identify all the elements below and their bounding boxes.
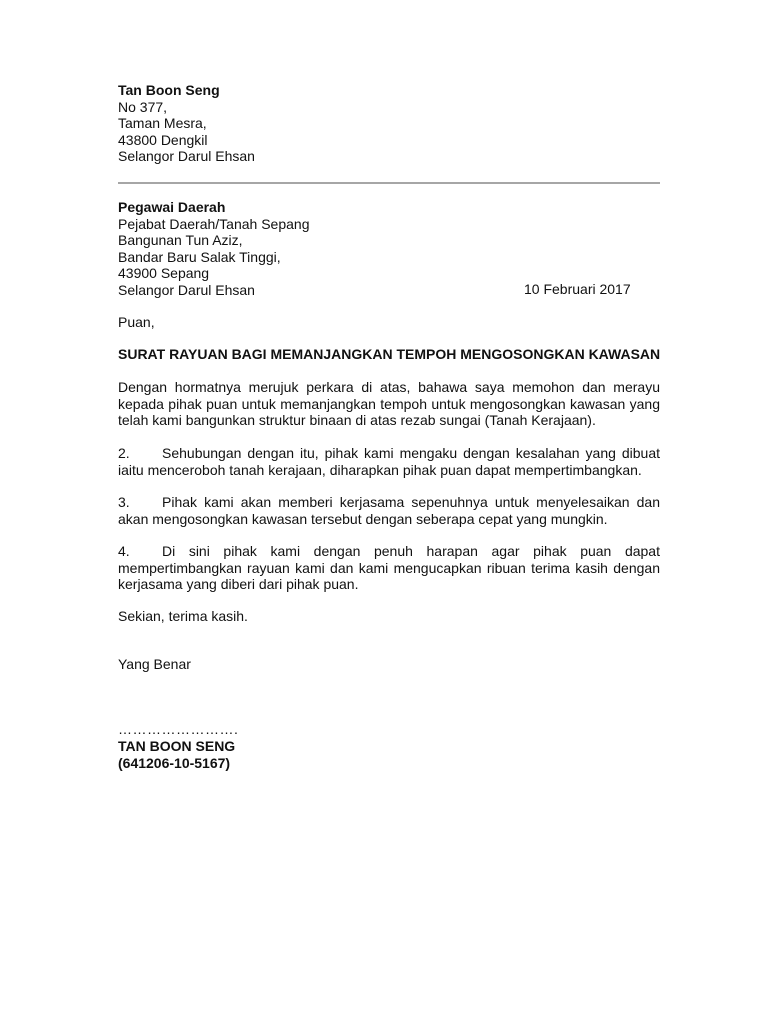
recipient-address-line: Selangor Darul Ehsan: [118, 281, 255, 298]
paragraph-3: [118, 494, 660, 527]
salutation: [118, 314, 660, 331]
signatory-id: (641206-10-5167): [118, 754, 231, 771]
paragraph-number: 2.: [118, 445, 130, 461]
paragraph-4: [118, 543, 660, 593]
signature-block: [118, 738, 660, 771]
paragraph-number: 3.: [118, 494, 130, 510]
sender-address-line: Selangor Darul Ehsan: [118, 148, 255, 164]
sender-block: [118, 82, 660, 165]
subject-block: [118, 346, 660, 363]
subject-heading: SURAT RAYUAN BAGI MEMANJANGKAN TEMPOH MENGOSONGKAN KAWASAN: [118, 346, 661, 362]
letter-date: 10 Februari 2017: [524, 281, 631, 297]
recipient-title: Pegawai Daerah: [118, 199, 226, 215]
closing-block: [118, 608, 660, 625]
signature-line: …………………….: [118, 721, 239, 737]
paragraph-text: Di sini pihak kami dengan penuh harapan agar pihak puan dapat mempertimbangkan rayuan kami dan kami mengucapkan ribuan terima kasih dengan kerjasama yang diberi dari pihak puan.: [118, 543, 660, 592]
paragraph-text: Pihak kami akan memberi kerjasama sepenuhnya untuk menyelesaikan dan akan mengosongkan kawasan tersebut dengan seberapa cepat yang mungkin.: [118, 494, 660, 527]
paragraph-1: [118, 379, 660, 429]
sender-address-line: No 377,: [118, 98, 168, 115]
paragraph-number: 4.: [118, 543, 130, 559]
closing-text: Sekian, terima kasih.: [118, 608, 248, 624]
paragraph-text: Sehubungan dengan itu, pihak kami mengaku dengan kesalahan yang dibuat iaitu menceroboh tanah kerajaan, diharapkan pihak puan dapat mempertimbangkan.: [118, 445, 660, 478]
recipient-address-line: Bangunan Tun Aziz,: [118, 232, 243, 248]
valediction-text: Yang Benar: [118, 656, 191, 672]
sender-name: Tan Boon Seng: [118, 82, 220, 98]
recipient-address-line: Bandar Baru Salak Tinggi,: [118, 248, 281, 265]
signature-line-block: [118, 721, 660, 738]
sender-address-line: 43800 Dengkil: [118, 131, 208, 148]
paragraph-2: [118, 445, 660, 478]
valediction-block: [118, 656, 660, 673]
header-divider: [118, 182, 660, 184]
paragraph-text: Dengan hormatnya merujuk perkara di atas, bahawa saya memohon dan merayu kepada pihak puan untuk memanjangkan tempoh untuk mengosongkan kawasan yang telah kami bangunkan struktur binaan di atas rezab sungai (Tanah Kerajaan).: [118, 379, 660, 428]
sender-address-line: Taman Mesra,: [118, 115, 207, 131]
salutation-text: Puan,: [118, 314, 155, 330]
recipient-address-line: Pejabat Daerah/Tanah Sepang: [118, 215, 310, 232]
signatory-name: TAN BOON SENG: [118, 738, 236, 754]
recipient-address-line: 43900 Sepang: [118, 265, 210, 281]
